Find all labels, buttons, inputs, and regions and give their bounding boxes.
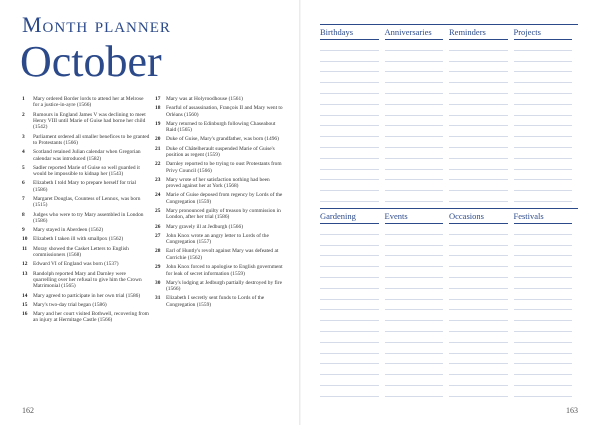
writing-line[interactable]: [385, 116, 444, 127]
writing-line[interactable]: [385, 321, 444, 332]
day-number: 15: [22, 301, 28, 308]
writing-line[interactable]: [320, 300, 379, 311]
day-number: 10: [22, 236, 28, 243]
writing-line[interactable]: [320, 94, 379, 105]
event-text: Mary wrote of her satisfaction nothing had been proved against her at York (1568): [166, 176, 270, 190]
date-entry: [155, 105, 283, 118]
writing-line[interactable]: [514, 72, 573, 83]
writing-line[interactable]: [320, 83, 379, 94]
writing-line[interactable]: [385, 364, 444, 375]
writing-line[interactable]: [514, 256, 573, 267]
event-text: Edward VI of England was born (1537): [33, 261, 119, 268]
column-heading: Birthdays: [320, 25, 379, 40]
day-number: 5: [22, 164, 25, 171]
writing-line[interactable]: [514, 40, 573, 51]
writing-line[interactable]: [385, 170, 444, 181]
notes-column: [514, 209, 579, 397]
event-text: Marie of Guise deposed from regency by Lords of the Congregation (1559): [166, 192, 283, 205]
writing-line[interactable]: [514, 267, 573, 278]
writing-line[interactable]: [385, 289, 444, 300]
writing-line[interactable]: [385, 191, 444, 202]
day-number: 29: [155, 264, 161, 271]
day-number: 8: [22, 211, 25, 218]
writing-line[interactable]: [320, 72, 379, 83]
date-entry: [22, 227, 150, 233]
writing-line[interactable]: [449, 300, 508, 311]
day-number: 2: [22, 111, 25, 118]
column-heading: Festivals: [514, 209, 573, 224]
event-text: John Knox forced to apologise to English government for leak of secret information (1559): [166, 264, 283, 277]
date-entry: [22, 196, 150, 209]
writing-line[interactable]: [385, 40, 444, 51]
writing-line[interactable]: [320, 246, 379, 257]
writing-line[interactable]: [385, 148, 444, 159]
writing-line[interactable]: [385, 386, 444, 397]
date-entry: [155, 280, 283, 293]
writing-line[interactable]: [449, 343, 508, 354]
date-entry: [155, 192, 283, 205]
writing-line[interactable]: [320, 180, 379, 191]
day-number: 28: [155, 248, 161, 255]
event-text: Mary was at Holyroodhouse (1561): [166, 96, 243, 102]
day-number: 17: [155, 96, 161, 102]
event-text: Mary ordered Border lords to attend her at Melrose for a justice-in-ayre (1566): [33, 96, 144, 109]
day-number: 22: [155, 161, 161, 168]
writing-line[interactable]: [320, 375, 379, 386]
writing-line[interactable]: [320, 159, 379, 170]
writing-line[interactable]: [385, 278, 444, 289]
writing-line[interactable]: [385, 354, 444, 365]
day-number: 12: [22, 261, 28, 268]
writing-line[interactable]: [320, 354, 379, 365]
day-number: 19: [155, 120, 161, 127]
writing-line[interactable]: [320, 126, 379, 137]
writing-line[interactable]: [385, 126, 444, 137]
day-number: 30: [155, 279, 161, 286]
date-entry: [155, 136, 283, 142]
writing-line[interactable]: [514, 105, 573, 116]
writing-line[interactable]: [449, 321, 508, 332]
writing-line[interactable]: [385, 137, 444, 148]
writing-line[interactable]: [449, 126, 508, 137]
event-text: Elizabeth I told Mary to prepare herself for trial (1586): [33, 180, 136, 193]
date-entry: [155, 224, 283, 230]
day-number: 16: [22, 310, 28, 317]
date-entry: [155, 248, 283, 261]
column-heading: Anniversaries: [385, 25, 444, 40]
writing-line[interactable]: [449, 310, 508, 321]
writing-line[interactable]: [320, 343, 379, 354]
day-number: 23: [155, 176, 161, 183]
entries-column-left: [22, 96, 150, 327]
writing-line[interactable]: [320, 191, 379, 202]
date-entry: [22, 149, 150, 162]
writing-line[interactable]: [449, 256, 508, 267]
writing-line[interactable]: [514, 170, 573, 181]
date-entry: [155, 146, 283, 159]
writing-line[interactable]: [449, 354, 508, 365]
date-entry: [155, 295, 283, 308]
writing-line[interactable]: [320, 51, 379, 62]
event-text: Randolph reported Mary and Darnley were quarrelling over her refusal to give him the Crown Matrimonial (1565): [33, 270, 142, 290]
event-text: Mary's two-day trial began (1586): [33, 301, 107, 308]
notes-column: [449, 209, 514, 397]
writing-line[interactable]: [514, 321, 573, 332]
event-text: Mary agreed to participate in her own trial (1586): [33, 292, 141, 299]
writing-line[interactable]: [514, 159, 573, 170]
writing-line[interactable]: [449, 62, 508, 73]
day-number: 20: [155, 136, 161, 143]
day-number: 1: [22, 96, 25, 102]
writing-line[interactable]: [320, 235, 379, 246]
writing-line[interactable]: [320, 116, 379, 127]
notes-column: [449, 25, 514, 202]
event-text: Mary's lodging at Jedburgh partially destroyed by fire (1566): [166, 279, 282, 293]
writing-line[interactable]: [385, 105, 444, 116]
writing-line[interactable]: [320, 40, 379, 51]
writing-line[interactable]: [385, 159, 444, 170]
month-title: October: [20, 37, 162, 86]
writing-line[interactable]: [320, 170, 379, 181]
writing-line[interactable]: [514, 137, 573, 148]
writing-line[interactable]: [385, 94, 444, 105]
writing-line[interactable]: [514, 94, 573, 105]
writing-line[interactable]: [514, 310, 573, 321]
writing-line[interactable]: [385, 300, 444, 311]
writing-line[interactable]: [385, 235, 444, 246]
event-text: Parliament ordered all smaller benefices to be granted to Protestants (1566): [33, 133, 150, 147]
writing-line[interactable]: [320, 332, 379, 343]
writing-line[interactable]: [385, 375, 444, 386]
notes-column: [385, 209, 450, 397]
writing-line[interactable]: [514, 300, 573, 311]
writing-line[interactable]: [514, 116, 573, 127]
writing-line[interactable]: [385, 83, 444, 94]
writing-line[interactable]: [385, 51, 444, 62]
writing-line[interactable]: [320, 321, 379, 332]
day-number: 31: [155, 295, 161, 302]
date-entry: [22, 134, 150, 147]
date-entry: [22, 302, 150, 308]
event-text: Sadler reported Marie of Guise so well guarded it would be impossible to kidnap her (1543): [33, 164, 140, 178]
day-number: 6: [22, 180, 25, 187]
writing-line[interactable]: [385, 267, 444, 278]
date-entry: [155, 161, 283, 174]
writing-line[interactable]: [514, 62, 573, 73]
notes-grid-top: [320, 24, 578, 202]
writing-line[interactable]: [449, 180, 508, 191]
writing-line[interactable]: [320, 105, 379, 116]
writing-line[interactable]: [514, 332, 573, 343]
writing-line[interactable]: [449, 105, 508, 116]
writing-line[interactable]: [449, 278, 508, 289]
notes-grid-bottom: [320, 208, 578, 397]
writing-line[interactable]: [385, 180, 444, 191]
writing-line[interactable]: [320, 267, 379, 278]
writing-line[interactable]: [449, 159, 508, 170]
writing-line[interactable]: [320, 386, 379, 397]
date-entry: [155, 264, 283, 277]
event-text: Mary stayed in Aberdeen (1562): [33, 227, 104, 234]
event-text: Rumours in England James V was declining to meet Henry VIII until Marie of Guise had borne her child (1542): [33, 111, 146, 131]
event-text: Duke of Châtelherault suspended Marie of Guise's position as regent (1559): [166, 145, 275, 159]
writing-line[interactable]: [514, 148, 573, 159]
date-entry: [22, 261, 150, 267]
day-number: 18: [155, 105, 161, 112]
date-entry: [22, 112, 150, 131]
notes-column: [320, 209, 385, 397]
writing-line[interactable]: [449, 267, 508, 278]
writing-line[interactable]: [385, 72, 444, 83]
notes-column: [514, 25, 579, 202]
column-heading: Occasions: [449, 209, 508, 224]
writing-line[interactable]: [514, 386, 573, 397]
writing-line[interactable]: [449, 51, 508, 62]
writing-line[interactable]: [320, 62, 379, 73]
writing-line[interactable]: [449, 94, 508, 105]
writing-line[interactable]: [514, 343, 573, 354]
writing-line[interactable]: [449, 116, 508, 127]
date-entry: [155, 208, 283, 221]
day-number: 7: [22, 196, 25, 203]
writing-line[interactable]: [320, 137, 379, 148]
day-number: 13: [22, 270, 28, 277]
notes-column: [320, 25, 385, 202]
day-number: 9: [22, 227, 25, 234]
writing-line[interactable]: [514, 191, 573, 202]
writing-line[interactable]: [385, 246, 444, 257]
event-text: Mary and her court visited Bothwell, recovering from an injury at Hermitage Castle (1566): [33, 310, 149, 324]
date-entry: [155, 96, 283, 102]
page-number-right: 163: [566, 406, 578, 415]
writing-line[interactable]: [385, 332, 444, 343]
writing-line[interactable]: [514, 289, 573, 300]
planner-title: Month planner: [22, 12, 171, 37]
column-heading: Projects: [514, 25, 573, 40]
day-number: 3: [22, 133, 25, 140]
date-entry: [22, 96, 150, 109]
event-text: Duke of Guise, Mary's grandfather, was born (1496): [166, 136, 279, 143]
event-text: Mary returned to Edinburgh following Chaseabout Raid (1565): [166, 120, 276, 134]
writing-line[interactable]: [514, 354, 573, 365]
date-entry: [155, 121, 283, 134]
writing-line[interactable]: [385, 62, 444, 73]
notes-column: [385, 25, 450, 202]
writing-line[interactable]: [449, 235, 508, 246]
event-text: Elizabeth I secretly sent funds to Lords of the Congregation (1559): [166, 295, 265, 308]
writing-line[interactable]: [514, 246, 573, 257]
writing-line[interactable]: [320, 224, 379, 235]
writing-line[interactable]: [514, 364, 573, 375]
day-number: 26: [155, 223, 161, 230]
writing-line[interactable]: [449, 191, 508, 202]
date-entry: [155, 177, 283, 190]
day-number: 21: [155, 145, 161, 152]
day-number: 11: [22, 245, 28, 252]
writing-line[interactable]: [320, 148, 379, 159]
writing-line[interactable]: [385, 256, 444, 267]
date-entry: [22, 180, 150, 193]
day-number: 4: [22, 149, 25, 156]
date-entry: [22, 236, 150, 242]
event-text: Elizabeth I taken ill with smallpox (1562): [33, 236, 124, 243]
day-number: 24: [155, 192, 161, 199]
writing-line[interactable]: [385, 224, 444, 235]
writing-line[interactable]: [449, 289, 508, 300]
writing-line[interactable]: [514, 278, 573, 289]
writing-line[interactable]: [449, 246, 508, 257]
writing-line[interactable]: [449, 72, 508, 83]
event-text: Fearful of assassination, François II and Mary went to Orléans (1560): [166, 105, 283, 118]
event-text: Judges who were to try Mary assembled in London (1586): [33, 211, 144, 225]
writing-line[interactable]: [514, 51, 573, 62]
date-entry: [22, 165, 150, 178]
writing-line[interactable]: [449, 137, 508, 148]
writing-line[interactable]: [320, 289, 379, 300]
writing-line[interactable]: [514, 375, 573, 386]
writing-line[interactable]: [320, 278, 379, 289]
date-entry: [22, 212, 150, 225]
writing-line[interactable]: [449, 375, 508, 386]
writing-line[interactable]: [449, 148, 508, 159]
event-text: Moray showed the Casket Letters to English commissioners (1568): [33, 245, 129, 259]
column-heading: Events: [385, 209, 444, 224]
day-number: 27: [155, 232, 161, 239]
writing-line[interactable]: [449, 224, 508, 235]
date-entry: [22, 246, 150, 259]
date-entry: [22, 293, 150, 299]
event-text: Scotland retained Julian calendar when Gregorian calendar was introduced (1582): [33, 149, 141, 162]
writing-line[interactable]: [514, 235, 573, 246]
date-entry: [155, 233, 283, 246]
page-number-left: 162: [22, 406, 34, 415]
writing-line[interactable]: [385, 343, 444, 354]
day-number: 25: [155, 208, 161, 215]
event-text: Darnley reported to be trying to oust Protestants from Privy Council (1566): [166, 161, 282, 174]
writing-line[interactable]: [514, 180, 573, 191]
entries-column-right: [155, 96, 283, 311]
writing-line[interactable]: [320, 364, 379, 375]
writing-line[interactable]: [385, 310, 444, 321]
event-text: Mary pronounced guilty of treason by commission in London, after her trial (1586): [166, 208, 281, 221]
event-text: John Knox wrote an angry letter to Lords of the Congregation (1557): [166, 232, 269, 246]
day-number: 14: [22, 292, 28, 299]
writing-line[interactable]: [449, 170, 508, 181]
column-heading: Reminders: [449, 25, 508, 40]
writing-line[interactable]: [320, 256, 379, 267]
event-text: Mary gravely ill at Jedburgh (1566): [166, 223, 243, 230]
writing-line[interactable]: [449, 40, 508, 51]
writing-line[interactable]: [514, 83, 573, 94]
writing-line[interactable]: [449, 364, 508, 375]
date-entry: [22, 271, 150, 290]
writing-line[interactable]: [514, 224, 573, 235]
column-heading: Gardening: [320, 209, 379, 224]
date-entry: [22, 311, 150, 324]
writing-line[interactable]: [514, 126, 573, 137]
event-text: Margaret Douglas, Countess of Lennox, was born (1515): [33, 196, 141, 209]
event-text: Earl of Huntly's revolt against Mary was defeated at Corrichie (1562): [166, 248, 279, 261]
writing-line[interactable]: [449, 83, 508, 94]
writing-line[interactable]: [449, 386, 508, 397]
writing-line[interactable]: [449, 332, 508, 343]
writing-line[interactable]: [320, 310, 379, 321]
